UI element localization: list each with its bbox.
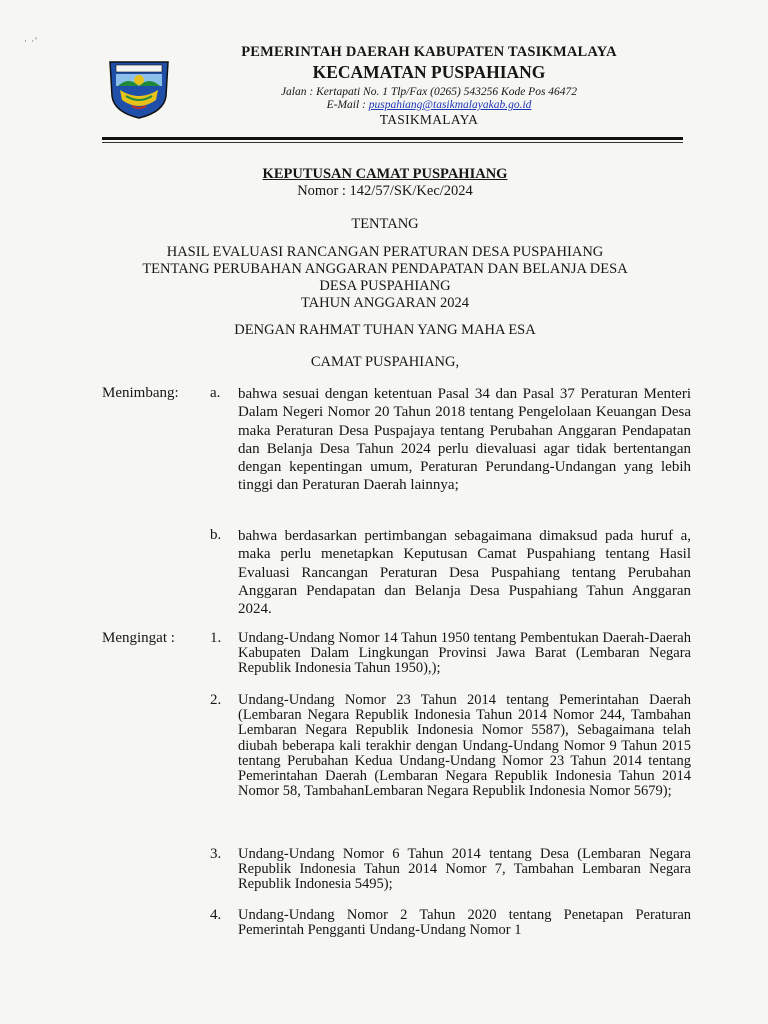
email-line — [214, 99, 644, 111]
government-name: PEMERINTAH DAERAH KABUPATEN TASIKMALAYA — [241, 44, 617, 60]
issuer-line: CAMAT PUSPAHIANG, — [310, 354, 460, 370]
scan-speck: · ·' — [24, 36, 38, 46]
office-address: Jalan : Kertapati No. 1 Tlp/Fax (0265) 543256 Kode Pos 46472 — [280, 86, 578, 98]
subject-line: DESA PUSPAHIANG — [319, 278, 451, 294]
mengingat-item-4: Undang-Undang Nomor 2 Tahun 2020 tentang Penetapan Peraturan Pemerintah Pengganti Undang-Undang Nomor 1 — [238, 907, 691, 939]
regency-emblem-icon — [104, 56, 174, 120]
decision-number: Nomor : 142/57/SK/Kec/2024 — [297, 183, 473, 199]
decision-title: KEPUTUSAN CAMAT PUSPAHIANG — [262, 166, 508, 182]
item-marker: a. — [210, 385, 221, 401]
menimbang-item-b: bahwa berdasarkan pertimbangan sebagaimana dimaksud pada huruf a, maka perlu menetapkan Keputusan Camat Puspahiang tentang Hasil Evaluasi Rancangan Peraturan Desa Puspahiang tentang Perubahan Anggaran Pendapatan dan Belanja Desa Puspahiang Tahun Anggaran 2024. — [238, 528, 691, 618]
menimbang-item-a: bahwa sesuai dengan ketentuan Pasal 34 dan Pasal 37 Peraturan Menteri Dalam Negeri Nomor 20 Tahun 2018 tentang Pengelolaan Keuangan Desa maka Peraturan Desa Puspajaya tentang Perubahan Anggaran Pendapatan dan Belanja Desa Tahun 2024 perlu dievaluasi agar tidak bertentangan dengan kepentingan umum, Peraturan Perundang-Undangan yang lebih tinggi dan Peraturan Daerah lainnya; — [238, 386, 691, 494]
item-marker: b. — [210, 527, 222, 543]
about-heading: TENTANG — [351, 216, 419, 232]
blessing-line: DENGAN RAHMAT TUHAN YANG MAHA ESA — [234, 322, 536, 338]
subject-line: TENTANG PERUBAHAN ANGGARAN PENDAPATAN DAN BELANJA DESA — [142, 261, 628, 277]
mengingat-item-3: Undang-Undang Nomor 6 Tahun 2014 tentang Desa (Lembaran Negara Republik Indonesia Tahun 2014 Nomor 7, Tambahan Lembaran Negara Republik Indonesia 5495); — [238, 846, 691, 893]
district-name: KECAMATAN PUSPAHIANG — [312, 62, 546, 82]
mengingat-item-2: Undang-Undang Nomor 23 Tahun 2014 tentang Pemerintahan Daerah (Lembaran Negara Republik Indonesia Tahun 2014 Nomor 244, Tambahan Lembaran Negara Republik Indonesia Nomor 5587), Sebagaimana telah diubah beberapa kali terakhir dengan Undang-Undang Nomor 9 Tahun 2015 tentang Perubahan Kedua Undang-Undang Nomor 23 Tahun 2014 tentang Pemerintahan Daerah (Lembaran Negara Republik Indonesia Tahun 2014 Nomor 58, TambahanLembaran Negara Republik Indonesia Nomor 5679); — [238, 692, 691, 800]
subject-line: HASIL EVALUASI RANCANGAN PERATURAN DESA PUSPAHIANG — [166, 244, 604, 260]
letterhead-divider-thin — [102, 142, 683, 143]
subject-line: TAHUN ANGGARAN 2024 — [300, 295, 469, 311]
item-marker: 1. — [210, 630, 222, 646]
email-link[interactable]: puspahiang@tasikmalayakab.go.id — [368, 99, 532, 111]
email-label: E-Mail : — [326, 99, 369, 111]
mengingat-item-1: Undang-Undang Nomor 14 Tahun 1950 tentang Pembentukan Daerah-Daerah Kabupaten Dalam Lingkungan Provinsi Jawa Barat (Lembaran Negara Republik Indonesia Tahun 1950),); — [238, 630, 691, 677]
menimbang-label: Menimbang: — [102, 385, 179, 401]
letterhead-divider-thick — [102, 137, 683, 140]
decision-subject — [80, 244, 690, 312]
city-name: TASIKMALAYA — [379, 112, 479, 127]
item-marker: 2. — [210, 692, 222, 708]
item-marker: 4. — [210, 907, 222, 923]
item-marker: 3. — [210, 846, 222, 862]
mengingat-label: Mengingat : — [102, 630, 175, 646]
letterhead — [214, 44, 644, 128]
